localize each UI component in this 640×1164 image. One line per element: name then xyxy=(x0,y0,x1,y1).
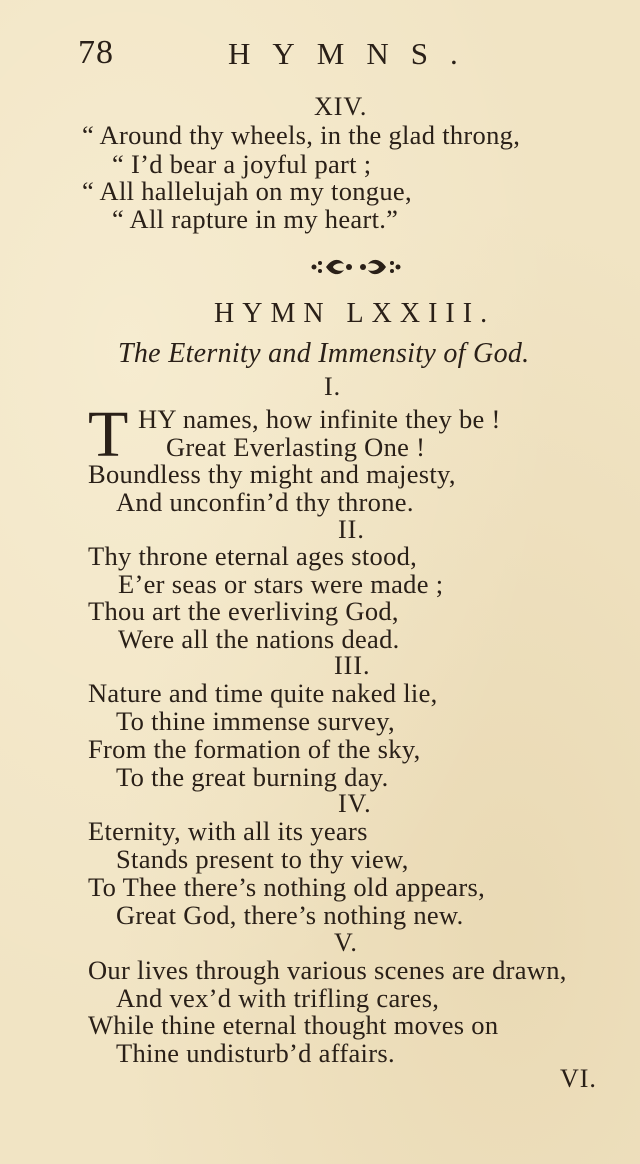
verse-line: To thine immense survey, xyxy=(116,706,395,736)
running-head xyxy=(78,34,498,74)
verse-line: “ All hallelujah on my tongue, xyxy=(82,176,412,206)
verse-line: While thine eternal thought moves on xyxy=(88,1010,499,1040)
stanza-numeral-iii: III. xyxy=(334,651,371,680)
hymn-title: HYMN LXXIII. xyxy=(214,298,496,329)
verse-line: Our lives through various scenes are drawn, xyxy=(88,955,567,985)
stanza-numeral-v: V. xyxy=(334,928,358,957)
verse-line: E’er seas or stars were made ; xyxy=(118,569,444,599)
drop-cap: T xyxy=(88,398,129,471)
verse-line: Thy throne eternal ages stood, xyxy=(88,541,418,571)
verse-line: Eternity, with all its years xyxy=(88,816,368,846)
stanza-numeral-iv: IV. xyxy=(338,789,372,818)
verse-line: From the formation of the sky, xyxy=(88,734,421,764)
running-title: HYMNS. xyxy=(228,36,480,71)
catchword: VI. xyxy=(560,1064,597,1093)
verse-line: “ All rapture in my heart.” xyxy=(112,204,399,234)
verse-line: Thou art the everliving God, xyxy=(88,596,399,626)
verse-line: Great God, there’s nothing new. xyxy=(116,900,464,930)
verse-line: Nature and time quite naked lie, xyxy=(88,678,438,708)
verse-line: And vex’d with trifling cares, xyxy=(116,983,440,1013)
stanza-numeral-xiv: XIV. xyxy=(314,92,368,121)
verse-line: Thine undisturb’d affairs. xyxy=(116,1038,395,1068)
verse-line: To the great burning day. xyxy=(116,762,389,792)
verse-line: Great Everlasting One ! xyxy=(166,432,426,462)
hymn-subtitle: The Eternity and Immensity of God. xyxy=(118,338,530,369)
stanza-numeral-i: I. xyxy=(324,372,342,401)
verse-line: HY names, how infinite they be ! xyxy=(138,404,501,434)
verse-line: “ I’d bear a joyful part ; xyxy=(112,149,372,179)
verse-line: To Thee there’s nothing old appears, xyxy=(88,872,486,902)
verse-line: Stands present to thy view, xyxy=(116,844,409,874)
verse-line: Boundless thy might and majesty, xyxy=(88,459,456,489)
fleuron-ornament-icon xyxy=(306,254,406,280)
verse-line: Were all the nations dead. xyxy=(118,624,400,654)
verse-line: “ Around thy wheels, in the glad throng, xyxy=(82,120,521,150)
verse-line: And unconfin’d thy throne. xyxy=(116,487,414,517)
page-number: 78 xyxy=(78,34,114,71)
stanza-numeral-ii: II. xyxy=(338,515,365,544)
